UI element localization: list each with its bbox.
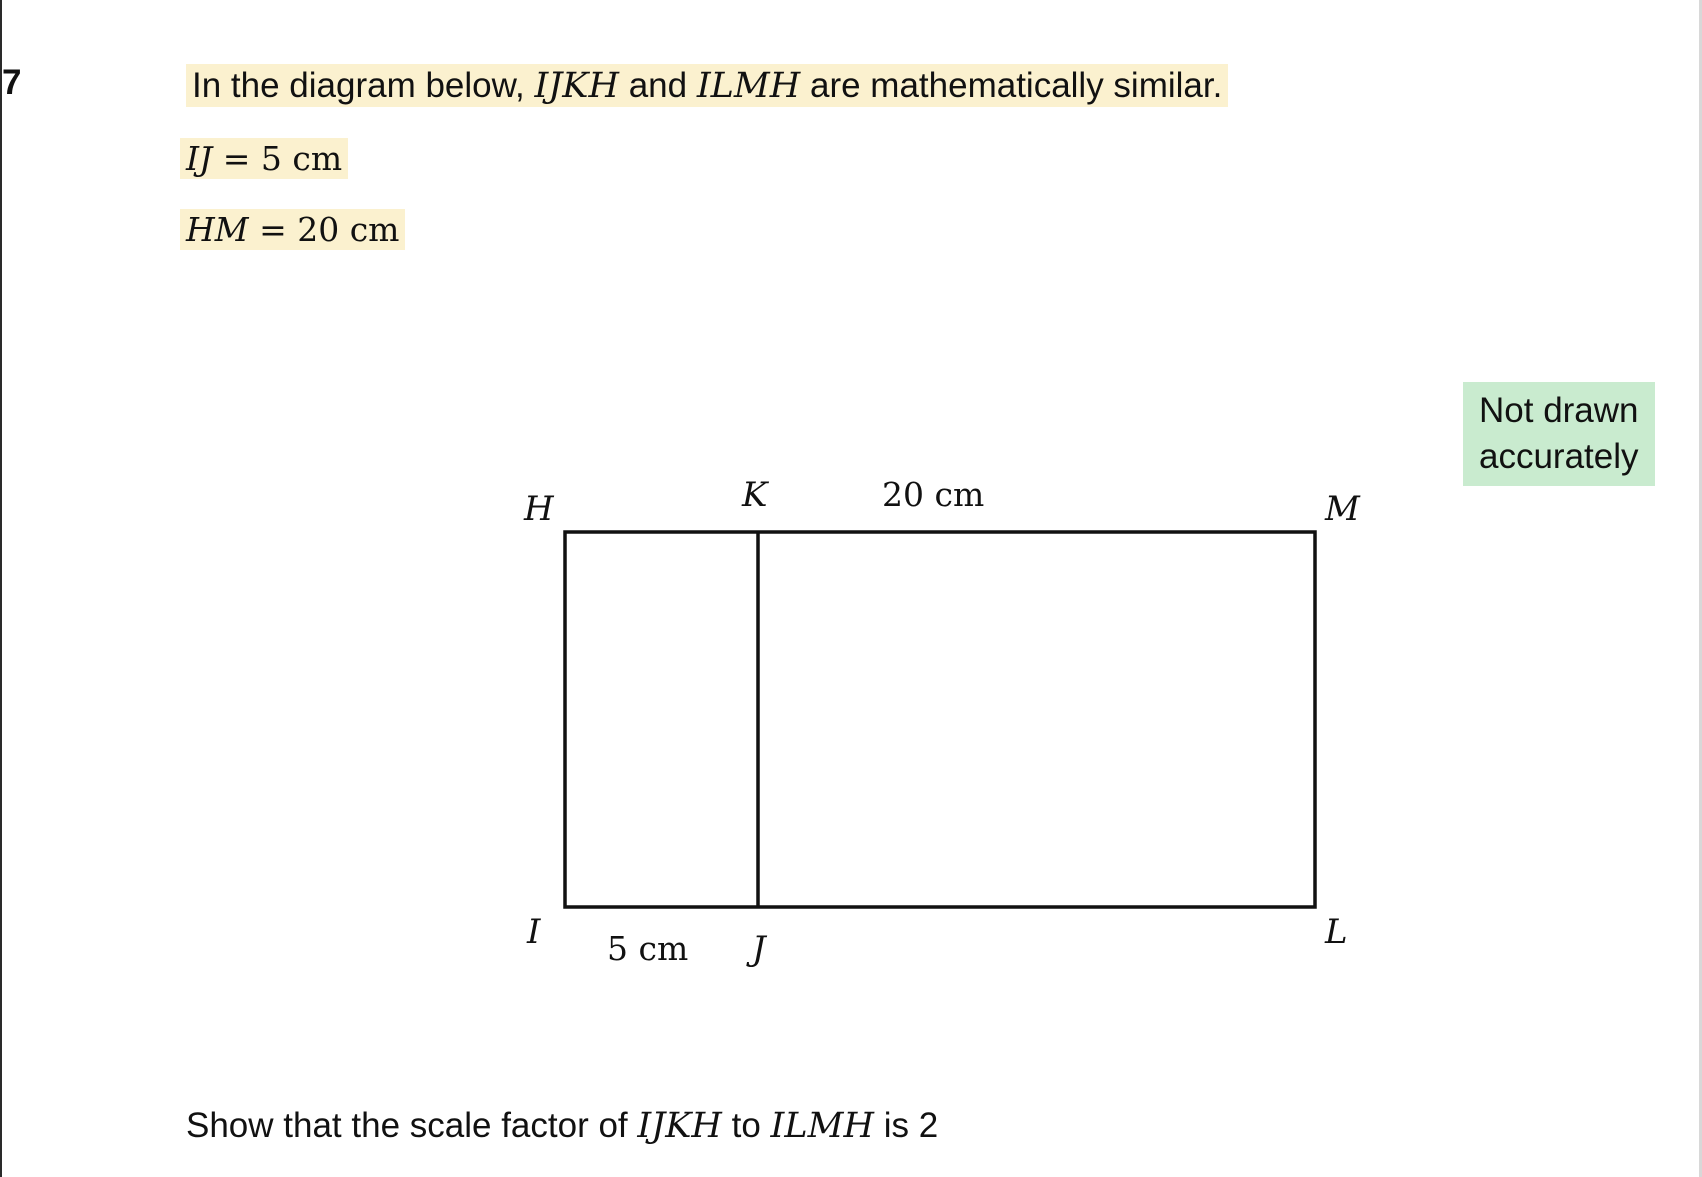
given-ij-var: IJ: [186, 139, 213, 178]
intro-shape-ilmh: ILMH: [696, 66, 801, 106]
question-number: 7: [2, 63, 22, 102]
vertex-k: K: [742, 475, 768, 515]
vertex-m: M: [1325, 489, 1360, 529]
vertex-j: J: [752, 929, 766, 969]
intro-text-1: In the diagram below,: [192, 66, 535, 105]
task-text-3: is 2: [873, 1106, 939, 1145]
given-hm-var: HM: [186, 210, 249, 249]
vertex-i: I: [527, 912, 541, 952]
note-line-1: Not drawn: [1479, 391, 1639, 430]
question-task: [186, 1106, 938, 1146]
vertex-h: H: [524, 489, 554, 529]
task-text-2: to: [721, 1106, 771, 1145]
task-shape-ilmh: ILMH: [770, 1106, 874, 1146]
given-hm-value: = 20 cm: [248, 210, 400, 249]
task-shape-ijkh: IJKH: [637, 1106, 722, 1146]
vertex-l: L: [1325, 912, 1348, 952]
note-line-2: accurately: [1479, 437, 1639, 476]
dimension-hm: 20 cm: [882, 475, 985, 514]
intro-text-2: and: [618, 66, 697, 105]
intro-text-3: are mathematically similar.: [800, 66, 1223, 105]
intro-shape-ijkh: IJKH: [534, 66, 619, 106]
dimension-ij: 5 cm: [607, 929, 689, 968]
outer-rectangle-ilmh: [565, 532, 1315, 907]
task-text-1: Show that the scale factor of: [186, 1106, 638, 1145]
given-ij-value: = 5 cm: [212, 139, 343, 178]
